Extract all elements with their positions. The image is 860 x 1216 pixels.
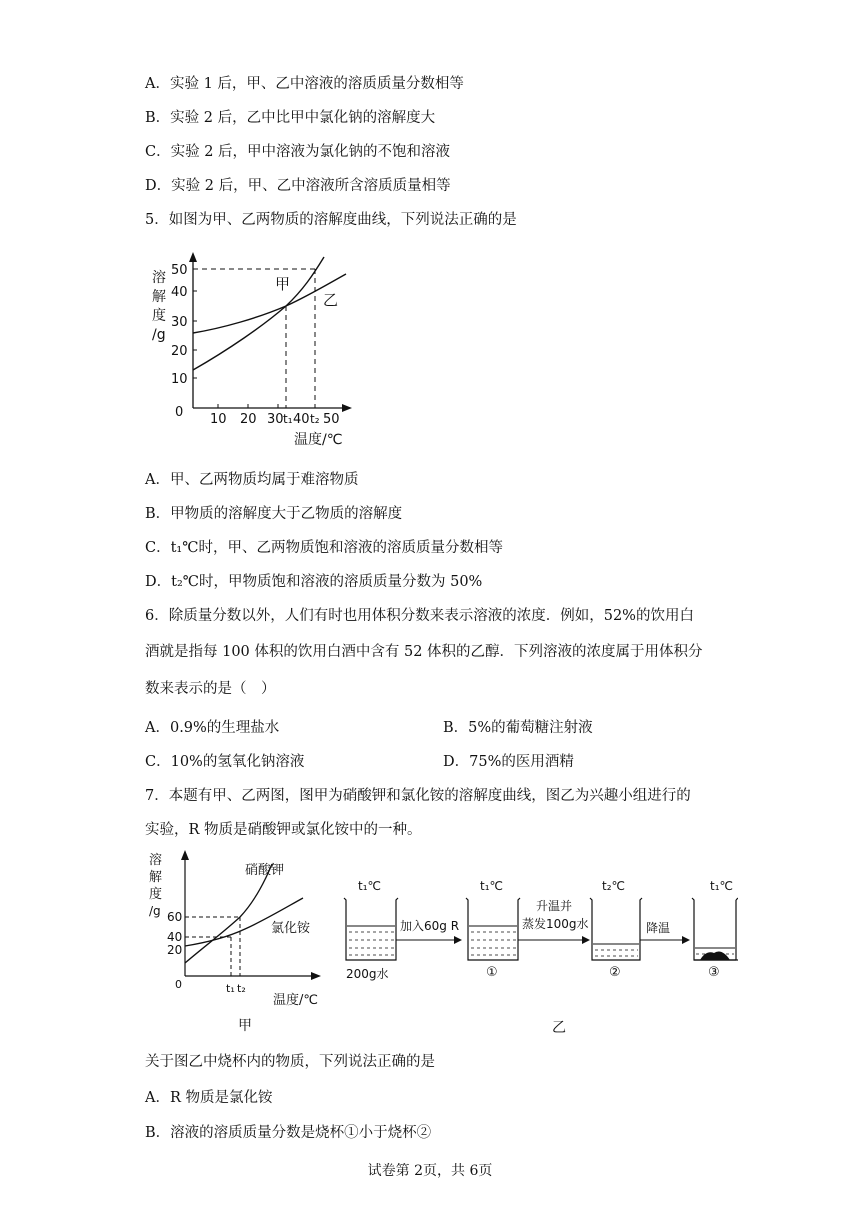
svg-text:度: 度	[149, 887, 163, 902]
step1-label: 加入60g R	[400, 919, 460, 933]
q7-stem-line-1: 7．本题有甲、乙两图，图甲为硝酸钾和氯化铵的溶解度曲线，图乙为兴趣小组进行的	[145, 788, 691, 804]
origin-0: 0	[175, 978, 182, 991]
xtick-40: 40	[293, 412, 310, 427]
xlabel: 温度/℃	[294, 432, 343, 448]
svg-text:/g: /g	[149, 904, 161, 918]
beaker-2-number: ②	[609, 965, 621, 980]
beaker-3-number: ③	[708, 965, 720, 980]
caption-jia: 甲	[238, 1018, 252, 1034]
ytick-40: 40	[167, 930, 183, 944]
ylabel-2: 解	[152, 289, 166, 305]
xlabel: 温度/℃	[273, 993, 318, 1008]
q7-option-b: B．溶液的溶质质量分数是烧杯①小于烧杯②	[145, 1125, 432, 1141]
curve-kno3-label: 硝酸钾	[245, 863, 285, 878]
q4-option-b: B．实验 2 后，乙中比甲中氯化钠的溶解度大	[145, 110, 436, 126]
x-arrow	[342, 404, 352, 412]
ytick-50: 50	[171, 263, 188, 278]
xtick-10: 10	[210, 412, 227, 427]
q6-option-d: D．75%的医用酒精	[443, 754, 574, 770]
xtick-t2: t₂	[237, 982, 246, 995]
ylabel-1: 溶	[152, 270, 166, 286]
q5-option-a: A．甲、乙两物质均属于难溶物质	[145, 472, 359, 488]
q5-option-d: D．t₂℃时，甲物质饱和溶液的溶质质量分数为 50%	[145, 574, 483, 590]
beaker-1-number: ①	[486, 965, 498, 980]
q5-solubility-graph	[148, 250, 368, 450]
ylabel-4: /g	[152, 327, 166, 343]
svg-text:解: 解	[149, 870, 163, 885]
q5-stem: 5．如图为甲、乙两物质的溶解度曲线，下列说法正确的是	[145, 212, 517, 228]
beaker-0-temp: t₁℃	[358, 879, 381, 893]
beaker-1	[466, 898, 520, 960]
ytick-20: 20	[171, 344, 188, 359]
q6-option-b: B．5%的葡萄糖注射液	[443, 720, 593, 736]
xtick-t1: t₁	[226, 982, 235, 995]
beaker-0	[344, 898, 398, 960]
origin-0: 0	[175, 405, 184, 420]
curve-kno3	[185, 864, 272, 963]
q6-option-c: C．10%的氢氧化钠溶液	[145, 754, 305, 770]
q7-solubility-graph-jia	[145, 846, 330, 1036]
xtick-t1: t₁	[283, 412, 293, 426]
y-arrow	[189, 252, 197, 262]
q4-option-a: A．实验 1 后，甲、乙中溶液的溶质质量分数相等	[145, 76, 464, 92]
xtick-t2: t₂	[310, 412, 320, 426]
label-yi: 乙	[323, 291, 339, 309]
beaker-2-temp: t₂℃	[602, 879, 625, 893]
q4-option-d: D．实验 2 后，甲、乙中溶液所含溶质质量相等	[145, 178, 451, 194]
page-footer: 试卷第 2页，共 6页	[367, 1163, 493, 1179]
step2-label-line2: 蒸发100g水	[522, 917, 589, 931]
water-label: 200g水	[346, 967, 389, 981]
ytick-30: 30	[171, 315, 188, 330]
q5-option-c: C．t₁℃时，甲、乙两物质饱和溶液的溶质质量分数相等	[145, 540, 503, 556]
q7-option-a: A．R 物质是氯化铵	[145, 1090, 273, 1106]
svg-text:溶: 溶	[149, 853, 163, 868]
q6-stem-line-2: 酒就是指每 100 体积的饮用白酒中含有 52 体积的乙醇．下列溶液的浓度属于用体积分	[145, 644, 703, 660]
q7-experiment-yi	[338, 870, 738, 1040]
ylabel-3: 度	[152, 308, 166, 324]
step2-label-line1: 升温并	[536, 899, 573, 913]
q6-option-a: A．0.9%的生理盐水	[145, 720, 280, 736]
ytick-40: 40	[171, 285, 188, 300]
q4-option-c: C．实验 2 后，甲中溶液为氯化钠的不饱和溶液	[145, 144, 451, 160]
ytick-60: 60	[167, 910, 183, 924]
caption-yi: 乙	[552, 1020, 566, 1036]
q5-option-b: B．甲物质的溶解度大于乙物质的溶解度	[145, 506, 403, 522]
beaker-2	[590, 898, 642, 960]
step3-label: 降温	[646, 921, 671, 935]
ytick-10: 10	[171, 372, 188, 387]
q7-stem-line-2: 实验，R 物质是硝酸钾或氯化铵中的一种。	[145, 822, 422, 838]
q6-stem-line-3: 数来表示的是（ ）	[145, 681, 276, 697]
ytick-20: 20	[167, 943, 183, 957]
q6-stem-line-1: 6．除质量分数以外，人们有时也用体积分数来表示溶液的浓度．例如，52%的饮用白	[145, 608, 694, 624]
curve-jia	[193, 257, 324, 370]
xtick-30: 30	[267, 412, 284, 427]
label-jia: 甲	[275, 275, 291, 293]
beaker-1-temp: t₁℃	[480, 879, 503, 893]
beaker-3	[692, 898, 738, 960]
q7-question: 关于图乙中烧杯内的物质，下列说法正确的是	[145, 1054, 435, 1070]
curve-nh4cl-label: 氯化铵	[271, 921, 311, 936]
beaker-3-temp: t₁℃	[710, 879, 733, 893]
xtick-20: 20	[240, 412, 257, 427]
crystal-precipitate	[700, 952, 730, 960]
xtick-50: 50	[323, 412, 340, 427]
